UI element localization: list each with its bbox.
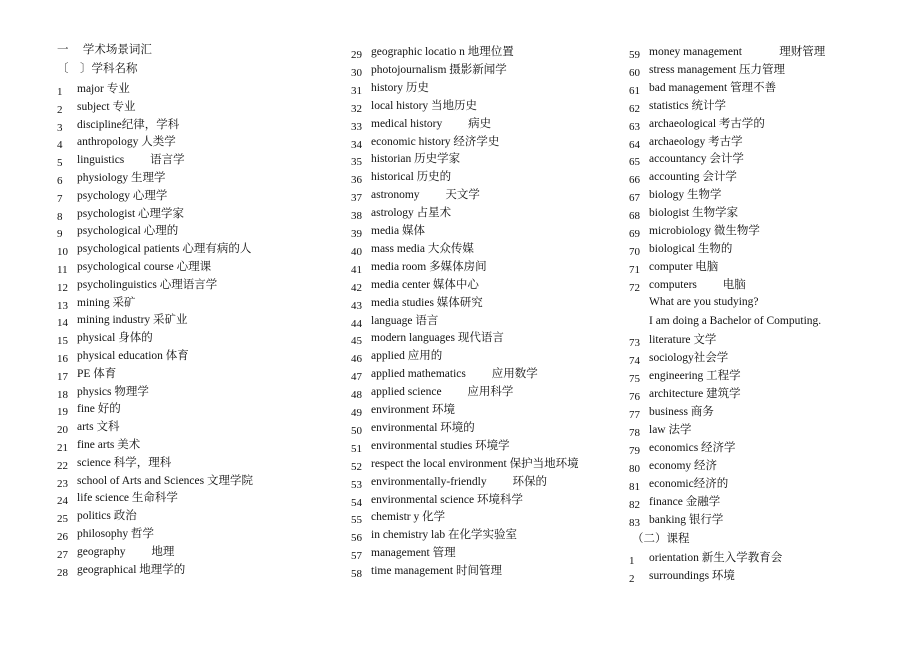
item-text: environmentally-friendly 环保的 (371, 475, 547, 488)
item-number: 32 (351, 102, 362, 115)
item-text: computer 电脑 (649, 260, 719, 273)
item-text: fine arts 美术 (77, 439, 141, 451)
item-text: medical history 病史 (371, 117, 492, 130)
item-number: 52 (351, 460, 362, 473)
item-text: astrology 占星术 (371, 207, 452, 220)
item-number: 2 (57, 103, 63, 116)
item-text: geography 地理 (77, 545, 175, 558)
item-number: 8 (57, 210, 63, 223)
item-text: microbiology 微生物学 (649, 225, 760, 237)
item-number: 77 (629, 409, 640, 421)
item-text: media studies 媒体研究 (371, 296, 483, 309)
item-number: 35 (351, 156, 362, 169)
subsection-heading: 〔 〕学科名称 (57, 63, 138, 75)
item-number: 62 (629, 102, 640, 115)
item-text: psychological 心理的 (77, 225, 179, 238)
item-number: 9 (57, 228, 63, 241)
example-question: What are you studying? (649, 296, 759, 308)
item-text: chemistr y 化学 (371, 511, 446, 524)
item-number: 65 (629, 156, 640, 169)
item-number: 17 (57, 370, 68, 383)
item-text: economics 经济学 (649, 442, 736, 454)
item-number: 82 (629, 499, 640, 511)
item-number: 47 (351, 371, 362, 384)
item-number: 67 (629, 192, 640, 205)
item-number: 64 (629, 138, 640, 151)
item-text: computers 电脑 (649, 278, 746, 291)
item-text: mining 采矿 (77, 296, 136, 309)
item-number: 33 (351, 120, 362, 133)
item-text: biologist 生物学家 (649, 207, 739, 220)
item-text: surroundings 环境 (649, 570, 735, 582)
item-number: 55 (351, 514, 362, 527)
item-number: 75 (629, 373, 640, 385)
item-number: 53 (351, 478, 362, 491)
item-number: 71 (629, 263, 640, 276)
item-text: time management 时间管理 (371, 565, 502, 578)
item-text: biology 生物学 (649, 189, 722, 202)
item-number: 41 (351, 263, 362, 276)
item-text: philosophy 哲学 (77, 528, 154, 540)
item-number: 14 (57, 317, 68, 330)
item-text: law 法学 (649, 424, 692, 436)
item-text: economy 经济 (649, 460, 718, 472)
item-text: physical education 体育 (77, 350, 189, 362)
item-text: media 媒体 (371, 225, 425, 237)
item-number: 57 (351, 550, 362, 563)
item-text: environment 环境 (371, 404, 455, 416)
item-text: science 科学，理科 (77, 456, 172, 469)
item-number: 21 (57, 442, 68, 454)
item-number: 34 (351, 138, 362, 151)
item-number: 23 (57, 477, 68, 490)
item-number: 48 (351, 389, 362, 402)
item-number: 12 (57, 281, 68, 294)
item-number: 6 (57, 175, 63, 187)
item-number: 24 (57, 495, 68, 508)
item-number: 19 (57, 406, 68, 419)
item-number: 61 (629, 84, 640, 97)
item-number: 30 (351, 66, 362, 79)
item-text: psychologist 心理学家 (77, 207, 185, 220)
item-text: statistics 统计学 (649, 99, 726, 112)
item-number: 69 (629, 228, 640, 240)
item-text: orientation 新生入学教育会 (649, 552, 783, 564)
item-number: 16 (57, 353, 68, 365)
item-text: geographic locatio n 地理位置 (371, 46, 514, 58)
item-number: 51 (351, 442, 362, 455)
subsection-heading-courses: （二）课程 (632, 533, 690, 545)
item-number: 63 (629, 120, 640, 133)
item-number: 10 (57, 246, 68, 259)
item-text: economic history 经济学史 (371, 135, 500, 148)
item-number: 28 (57, 566, 68, 579)
item-number: 22 (57, 459, 68, 472)
item-number: 80 (629, 463, 640, 475)
item-number: 26 (57, 531, 68, 543)
item-text: applied science 应用科学 (371, 386, 514, 399)
item-text: business 商务 (649, 406, 714, 418)
item-text: architecture 建筑学 (649, 388, 741, 400)
item-number: 20 (57, 424, 68, 437)
item-text: historian 历史学家 (371, 153, 461, 166)
item-text: historical 历史的 (371, 171, 452, 184)
item-text: geographical 地理学的 (77, 563, 186, 576)
item-number: 81 (629, 481, 640, 493)
item-text: money management 理财管理 (649, 46, 826, 58)
item-text: environmental studies 环境学 (371, 439, 510, 452)
item-number: 79 (629, 445, 640, 457)
item-number: 72 (629, 281, 640, 294)
item-text: archaeological 考古学的 (649, 117, 765, 130)
item-number: 49 (351, 407, 362, 419)
item-text: language 语言 (371, 314, 439, 327)
item-text: accountancy 会计学 (649, 153, 744, 166)
item-text: accounting 会计学 (649, 171, 737, 184)
item-text: applied mathematics 应用数学 (371, 368, 538, 381)
item-text: school of Arts and Sciences 文理学院 (77, 474, 253, 487)
item-text: archaeology 考古学 (649, 135, 743, 148)
item-number: 1 (629, 555, 635, 567)
item-number: 2 (629, 573, 635, 585)
item-text: physical 身体的 (77, 332, 153, 345)
item-text: physics 物理学 (77, 385, 149, 398)
item-number: 3 (57, 121, 63, 134)
item-number: 46 (351, 353, 362, 366)
item-number: 13 (57, 299, 68, 312)
item-text: physiology 生理学 (77, 172, 166, 184)
item-text: engineering 工程学 (649, 370, 741, 382)
item-text: arts 文科 (77, 421, 120, 434)
item-text: media center 媒体中心 (371, 278, 479, 291)
item-number: 38 (351, 210, 362, 223)
item-text: discipline纪律，学科 (77, 118, 180, 131)
item-number: 44 (351, 317, 362, 330)
item-text: local history 当地历史 (371, 99, 478, 112)
item-text: respect the local environment 保护当地环境 (371, 457, 579, 470)
item-number: 5 (57, 157, 63, 170)
item-number: 73 (629, 337, 640, 349)
item-number: 83 (629, 517, 640, 529)
example-answer: I am doing a Bachelor of Computing. (649, 315, 822, 327)
item-number: 50 (351, 424, 362, 437)
item-text: management 管理 (371, 547, 456, 560)
item-text: astronomy 天文学 (371, 189, 480, 202)
item-text: mass media 大众传媒 (371, 242, 474, 255)
item-number: 4 (57, 139, 63, 152)
item-number: 68 (629, 210, 640, 223)
item-number: 45 (351, 335, 362, 348)
item-number: 76 (629, 391, 640, 403)
item-text: environmental 环境的 (371, 421, 475, 434)
item-number: 37 (351, 192, 362, 205)
item-number: 15 (57, 335, 68, 348)
item-text: anthropology 人类学 (77, 136, 176, 149)
item-text: banking 银行学 (649, 514, 724, 526)
item-number: 25 (57, 513, 68, 526)
item-number: 27 (57, 548, 68, 561)
item-text: psychology 心理学 (77, 189, 168, 202)
item-text: fine 好的 (77, 403, 121, 416)
item-text: environmental science 环境科学 (371, 493, 524, 506)
item-text: applied 应用的 (371, 350, 443, 363)
item-text: in chemistry lab 在化学实验室 (371, 529, 517, 542)
item-text: subject 专业 (77, 100, 136, 113)
item-text: biological 生物的 (649, 242, 733, 255)
item-text: history 历史 (371, 81, 429, 94)
item-text: psycholinguistics 心理语言学 (77, 278, 218, 291)
item-number: 60 (629, 66, 640, 79)
item-text: major 专业 (77, 83, 130, 95)
item-number: 59 (629, 49, 640, 61)
item-text: PE 体育 (77, 367, 117, 380)
item-text: linguistics 语言学 (77, 154, 185, 167)
item-text: stress management 压力管理 (649, 63, 786, 76)
item-number: 1 (57, 86, 63, 98)
item-text: politics 政治 (77, 510, 137, 523)
item-number: 29 (351, 49, 362, 61)
item-number: 39 (351, 228, 362, 240)
item-number: 40 (351, 245, 362, 258)
item-number: 58 (351, 568, 362, 581)
item-text: modern languages 现代语言 (371, 332, 504, 345)
item-number: 11 (57, 264, 68, 276)
item-text: photojournalism 摄影新闻学 (371, 63, 507, 76)
item-text: sociology社会学 (649, 352, 729, 364)
item-number: 31 (351, 84, 362, 97)
item-number: 74 (629, 355, 640, 367)
item-text: economic经济的 (649, 478, 729, 490)
item-text: psychological course 心理课 (77, 261, 212, 273)
item-number: 70 (629, 245, 640, 258)
item-text: finance 金融学 (649, 496, 721, 508)
section-heading: 一 学术场景词汇 (57, 44, 152, 56)
item-number: 43 (351, 299, 362, 312)
item-text: psychological patients 心理有病的人 (77, 243, 252, 256)
item-number: 54 (351, 496, 362, 509)
item-text: bad management 管理不善 (649, 81, 777, 94)
item-text: mining industry 采矿业 (77, 314, 188, 327)
item-number: 36 (351, 174, 362, 187)
item-text: media room 多媒体房间 (371, 260, 487, 273)
item-text: literature 文学 (649, 334, 717, 346)
item-number: 7 (57, 192, 63, 205)
item-number: 56 (351, 532, 362, 545)
item-number: 66 (629, 174, 640, 187)
item-number: 18 (57, 388, 68, 401)
item-number: 78 (629, 427, 640, 439)
item-number: 42 (351, 281, 362, 294)
item-text: life science 生命科学 (77, 492, 178, 505)
